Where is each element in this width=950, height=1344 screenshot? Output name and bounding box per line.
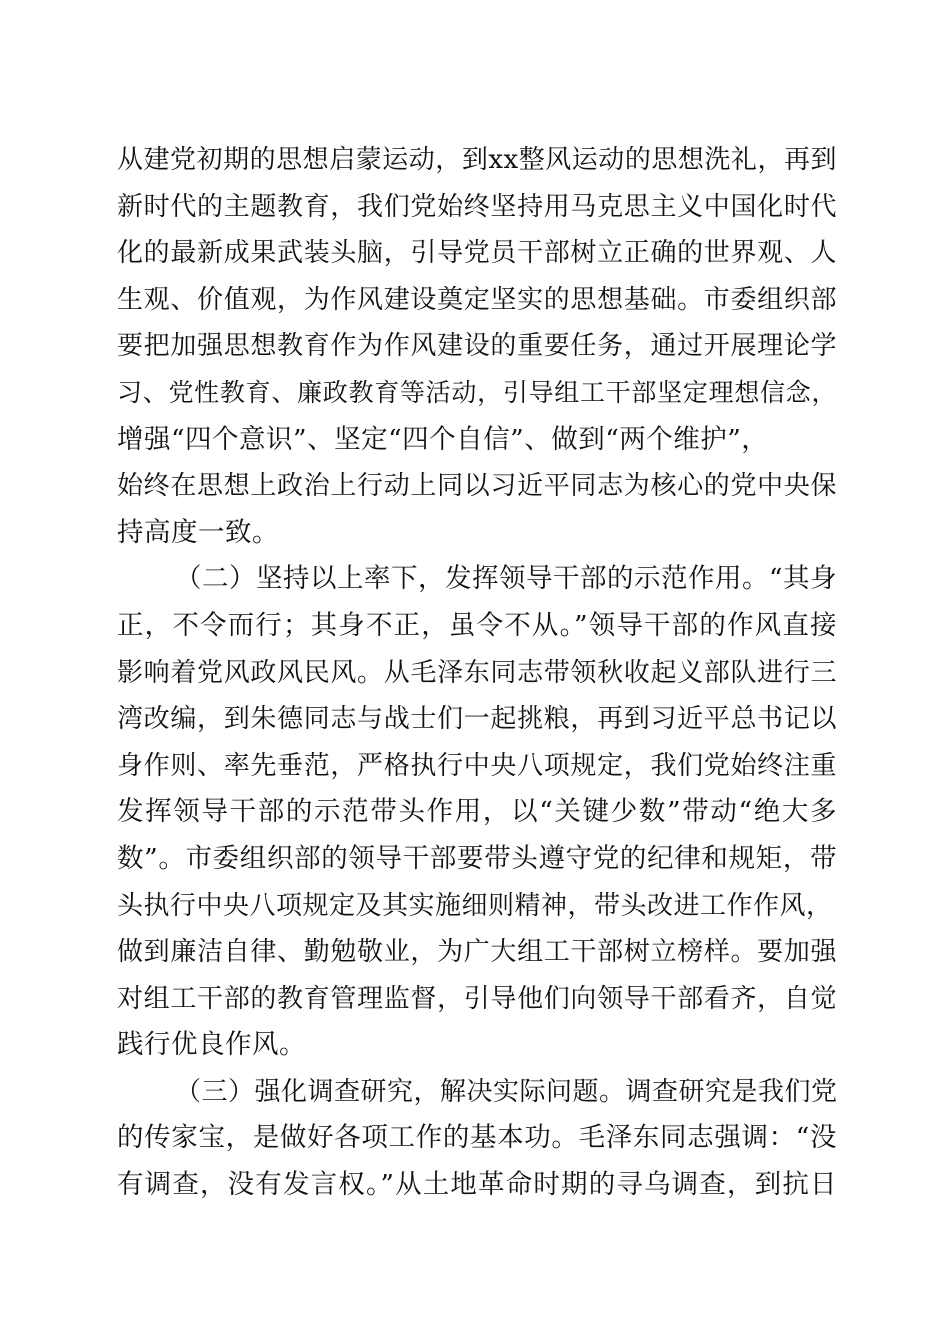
- text-line: 从建党初期的思想启蒙运动，到xx整风运动的思想洗礼，再到: [117, 145, 837, 175]
- text-line: 头执行中央八项规定及其实施细则精神，带头改进工作作风，: [117, 890, 833, 921]
- text-line: 湾改编，到朱德同志与战士们一起挑粮，再到习近平总书记以: [117, 704, 837, 735]
- text-line: 影响着党风政风民风。从毛泽东同志带领秋收起义部队进行三: [117, 657, 837, 688]
- text-line: 正，不令而行；其身不正，虽令不从。”领导干部的作风直接: [117, 609, 837, 641]
- section-heading-line: （三）强化调查研究，解决实际问题。调查研究是我们党: [175, 1076, 838, 1107]
- text-line: 有调查，没有发言权。”从土地革命时期的寻乌调查，到抗日: [117, 1169, 837, 1201]
- text-line: 增强“四个意识”、坚定“四个自信”、做到“两个维护”，: [117, 423, 769, 455]
- section-heading-line: （二）坚持以上率下，发挥领导干部的示范作用。“其身: [175, 563, 838, 595]
- text-line: 对组工干部的教育管理监督，引导他们向领导干部看齐，自觉: [117, 983, 837, 1014]
- text-line: 化的最新成果武装头脑，引导党员干部树立正确的世界观、人: [117, 238, 837, 269]
- text-line: 持高度一致。: [117, 516, 279, 548]
- text-line: 发挥领导干部的示范带头作用，以“关键少数”带动“绝大多: [117, 796, 837, 828]
- body-text: [117, 137, 837, 1209]
- text-line: 做到廉洁自律、勤勉敬业，为广大组工干部树立榜样。要加强: [117, 937, 837, 968]
- text-line: 身作则、率先垂范，严格执行中央八项规定，我们党始终注重: [117, 750, 837, 781]
- text-line: 始终在思想上政治上行动上同以习近平同志为核心的党中央保: [117, 471, 837, 502]
- text-line: 习、党性教育、廉政教育等活动，引导组工干部坚定理想信念，: [117, 377, 837, 407]
- text-line: 数”。市委组织部的领导干部要带头遵守党的纪律和规矩，带: [117, 842, 837, 874]
- text-line: 新时代的主题教育，我们党始终坚持用马克思主义中国化时代: [117, 191, 837, 222]
- text-line: 的传家宝，是做好各项工作的基本功。毛泽东同志强调：“没: [117, 1122, 837, 1154]
- text-line: 践行优良作风。: [117, 1029, 306, 1061]
- text-line: 要把加强思想教育作为作风建设的重要任务，通过开展理论学: [117, 331, 837, 362]
- text-line: 生观、价值观，为作风建设奠定坚实的思想基础。市委组织部: [117, 284, 837, 315]
